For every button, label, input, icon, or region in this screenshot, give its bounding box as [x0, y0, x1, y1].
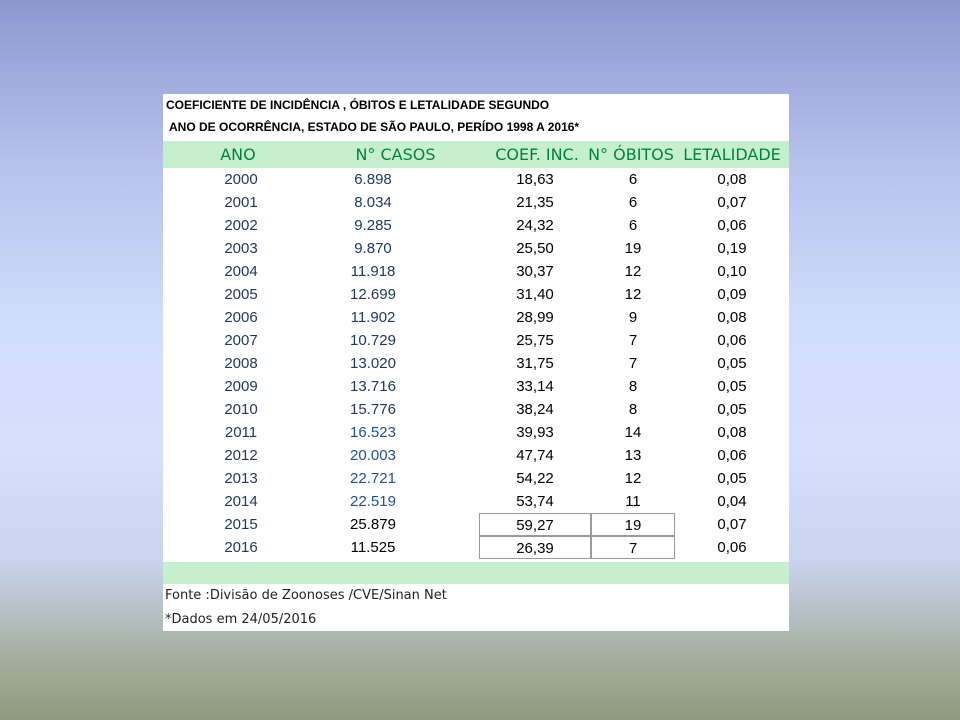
- cell-obitos: 14: [624, 424, 642, 441]
- cell-coef: 25,50: [516, 240, 554, 257]
- cell-letalidade: 0,07: [717, 194, 747, 211]
- cell-coef: 31,40: [516, 286, 554, 303]
- cell-letalidade: 0,08: [717, 171, 747, 188]
- cell-ano: 2010: [224, 401, 258, 418]
- cell-ano: 2009: [224, 378, 258, 395]
- cell-letalidade: 0,08: [717, 424, 747, 441]
- cell-letalidade: 0,05: [717, 355, 747, 372]
- cell-casos: 11.902: [350, 309, 396, 326]
- cell-obitos: 19: [591, 513, 675, 536]
- column-header-row: [163, 141, 789, 168]
- table-row: [163, 168, 789, 191]
- cell-obitos: 6: [628, 194, 638, 211]
- cell-casos: 20.003: [350, 447, 396, 464]
- cell-obitos: 8: [628, 401, 638, 418]
- cell-coef: 47,74: [516, 447, 554, 464]
- cell-letalidade: 0,06: [717, 447, 747, 464]
- table-row: [163, 237, 789, 260]
- cell-ano: 2005: [224, 286, 258, 303]
- cell-ano: 2014: [224, 493, 258, 510]
- cell-casos: 25.879: [350, 516, 396, 533]
- cell-casos: 10.729: [350, 332, 396, 349]
- column-header-casos: N° CASOS: [355, 145, 436, 164]
- cell-coef: 39,93: [516, 424, 554, 441]
- cell-ano: 2003: [224, 240, 258, 257]
- cell-ano: 2006: [224, 309, 258, 326]
- table-row: [163, 375, 789, 398]
- cell-coef: 59,27: [479, 513, 591, 536]
- cell-coef: 21,35: [516, 194, 554, 211]
- table-row: [163, 260, 789, 283]
- cell-letalidade: 0,08: [717, 309, 747, 326]
- table-row: [163, 467, 789, 490]
- cell-coef: 53,74: [516, 493, 554, 510]
- cell-coef: 25,75: [516, 332, 554, 349]
- table-row: [163, 490, 789, 513]
- cell-casos: 8.034: [354, 194, 392, 211]
- table-row: [163, 536, 789, 559]
- cell-ano: 2008: [224, 355, 258, 372]
- cell-ano: 2011: [224, 424, 258, 441]
- cell-casos: 11.525: [350, 539, 396, 556]
- table-row: [163, 513, 789, 536]
- cell-ano: 2000: [224, 171, 258, 188]
- cell-coef: 28,99: [516, 309, 554, 326]
- cell-letalidade: 0,04: [717, 493, 747, 510]
- table-row: [163, 398, 789, 421]
- table-row: [163, 421, 789, 444]
- column-header-ano: ANO: [220, 145, 256, 164]
- cell-coef: 33,14: [516, 378, 554, 395]
- table-row: [163, 444, 789, 467]
- cell-letalidade: 0,05: [717, 470, 747, 487]
- table-footer-band: [163, 562, 789, 584]
- column-header-obitos: N° ÓBITOS: [588, 145, 674, 164]
- spreadsheet-table: [163, 94, 789, 631]
- table-row: [163, 214, 789, 237]
- cell-casos: 12.699: [350, 286, 396, 303]
- cell-obitos: 11: [625, 493, 641, 510]
- table-title-line-1: COEFICIENTE DE INCIDÊNCIA , ÓBITOS E LETALIDADE SEGUNDO: [166, 98, 550, 112]
- cell-letalidade: 0,19: [717, 240, 747, 257]
- table-row: [163, 283, 789, 306]
- table-row: [163, 329, 789, 352]
- cell-casos: 11.918: [350, 263, 396, 280]
- table-title-line-2: ANO DE OCORRÊNCIA, ESTADO DE SÃO PAULO, PERÍDO 1998 A 2016*: [169, 120, 580, 134]
- cell-obitos: 12: [624, 263, 642, 280]
- cell-coef: 30,37: [516, 263, 554, 280]
- source-note: Fonte :Divisão de Zoonoses /CVE/Sinan Net: [165, 588, 447, 603]
- cell-obitos: 7: [628, 332, 638, 349]
- cell-coef: 31,75: [516, 355, 554, 372]
- cell-casos: 13.020: [350, 355, 396, 372]
- cell-casos: 22.721: [350, 470, 396, 487]
- cell-casos: 6.898: [354, 171, 392, 188]
- cell-coef: 18,63: [516, 171, 554, 188]
- column-header-coef: COEF. INC.: [495, 145, 579, 164]
- cell-casos: 15.776: [350, 401, 396, 418]
- cell-obitos: 6: [628, 171, 638, 188]
- cell-ano: 2012: [224, 447, 258, 464]
- table-row: [163, 352, 789, 375]
- cell-letalidade: 0,06: [717, 539, 747, 556]
- cell-obitos: 7: [628, 355, 638, 372]
- cell-obitos: 12: [624, 470, 642, 487]
- cell-ano: 2001: [224, 194, 258, 211]
- cell-casos: 22.519: [350, 493, 396, 510]
- cell-ano: 2007: [224, 332, 258, 349]
- cell-coef: 24,32: [516, 217, 554, 234]
- cell-ano: 2002: [224, 217, 258, 234]
- cell-letalidade: 0,06: [717, 217, 747, 234]
- table-notes: [163, 584, 789, 631]
- table-row: [163, 306, 789, 329]
- cell-letalidade: 0,06: [717, 332, 747, 349]
- cell-casos: 16.523: [350, 424, 396, 441]
- cell-obitos: 12: [624, 286, 642, 303]
- cell-coef: 54,22: [516, 470, 554, 487]
- cell-letalidade: 0,05: [717, 378, 747, 395]
- cell-ano: 2015: [224, 516, 258, 533]
- cell-obitos: 6: [628, 217, 638, 234]
- cell-casos: 13.716: [350, 378, 396, 395]
- cell-ano: 2004: [224, 263, 258, 280]
- date-note: *Dados em 24/05/2016: [165, 612, 317, 627]
- cell-coef: 26,39: [479, 536, 591, 559]
- cell-casos: 9.870: [354, 240, 392, 257]
- cell-obitos: 19: [624, 240, 642, 257]
- cell-ano: 2016: [224, 539, 258, 556]
- cell-obitos: 13: [624, 447, 642, 464]
- cell-letalidade: 0,05: [717, 401, 747, 418]
- cell-letalidade: 0,10: [717, 263, 747, 280]
- table-row: [163, 191, 789, 214]
- cell-casos: 9.285: [354, 217, 392, 234]
- cell-letalidade: 0,09: [717, 286, 747, 303]
- cell-letalidade: 0,07: [717, 516, 747, 533]
- cell-obitos: 7: [591, 536, 675, 559]
- cell-obitos: 9: [628, 309, 638, 326]
- cell-obitos: 8: [628, 378, 638, 395]
- cell-ano: 2013: [224, 470, 258, 487]
- column-header-letalidade: LETALIDADE: [683, 145, 781, 164]
- cell-coef: 38,24: [516, 401, 554, 418]
